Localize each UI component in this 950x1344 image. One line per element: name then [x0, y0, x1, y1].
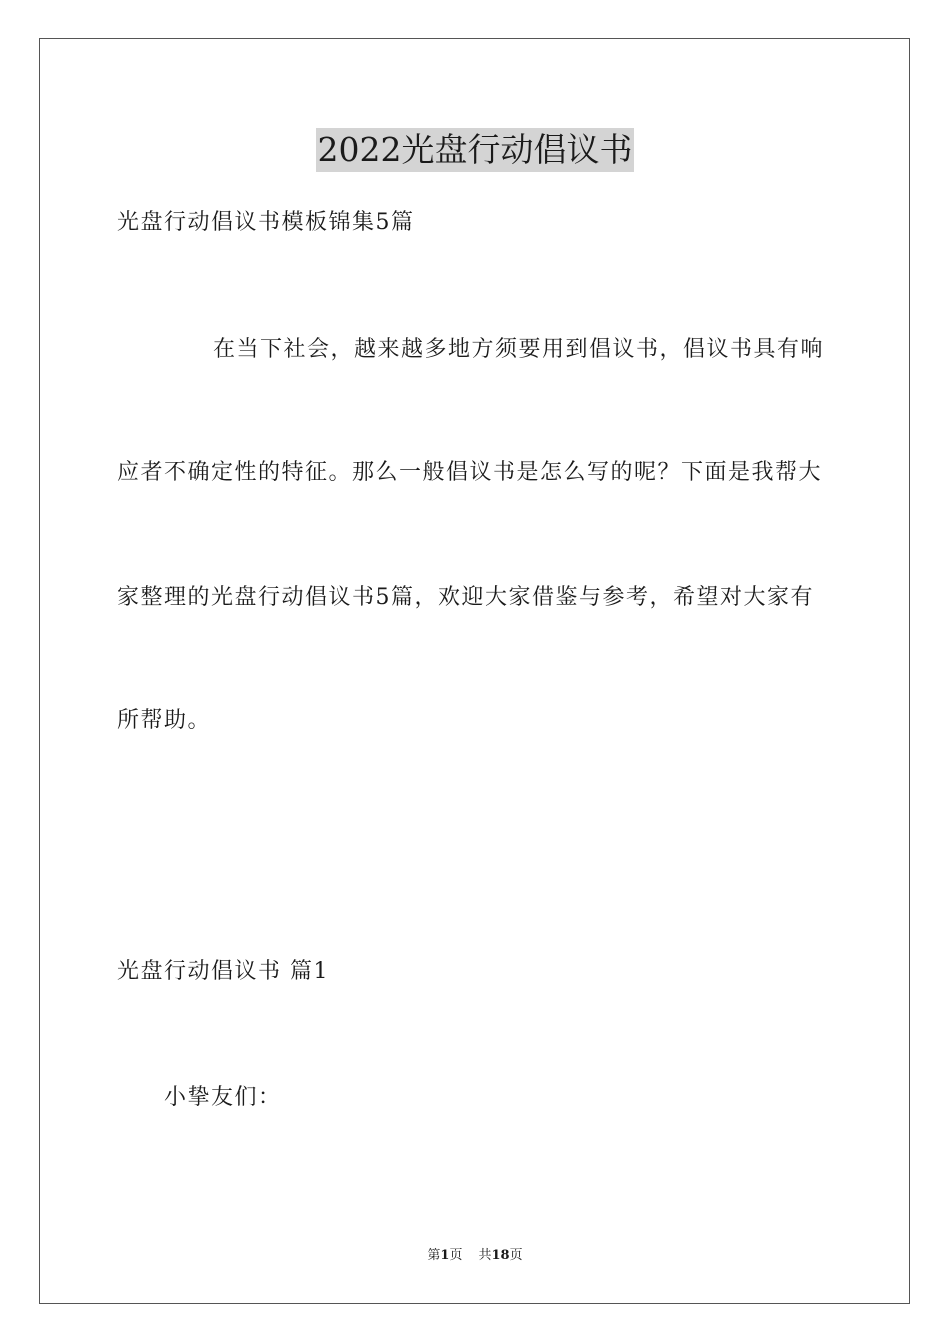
intro-line-3: 家整理的光盘行动倡议书5篇，欢迎大家借鉴与参考，希望对大家有: [117, 585, 814, 610]
salutation: 小挚友们：: [164, 1085, 282, 1110]
section-heading: 光盘行动倡议书 篇1: [117, 959, 329, 984]
page-footer: [0, 1247, 950, 1265]
intro-line-4: 所帮助。: [117, 708, 212, 733]
intro-line-2: 应者不确定性的特征。那么一般倡议书是怎么写的呢？下面是我帮大: [117, 460, 823, 485]
document-title: 2022光盘行动倡议书: [316, 128, 635, 172]
document-subtitle: 光盘行动倡议书模板锦集5篇: [117, 210, 415, 235]
document-title-container: [0, 128, 950, 172]
footer-page-prefix: 第: [427, 1248, 441, 1263]
footer-page-number: 1: [440, 1248, 450, 1263]
footer-total-prefix: 共: [478, 1248, 492, 1263]
footer-page-suffix: 页: [449, 1248, 463, 1263]
footer-total-pages: 18: [491, 1248, 510, 1263]
intro-line-1: 在当下社会，越来越多地方须要用到倡议书，倡议书具有响: [213, 337, 825, 362]
footer-total-suffix: 页: [509, 1248, 523, 1263]
